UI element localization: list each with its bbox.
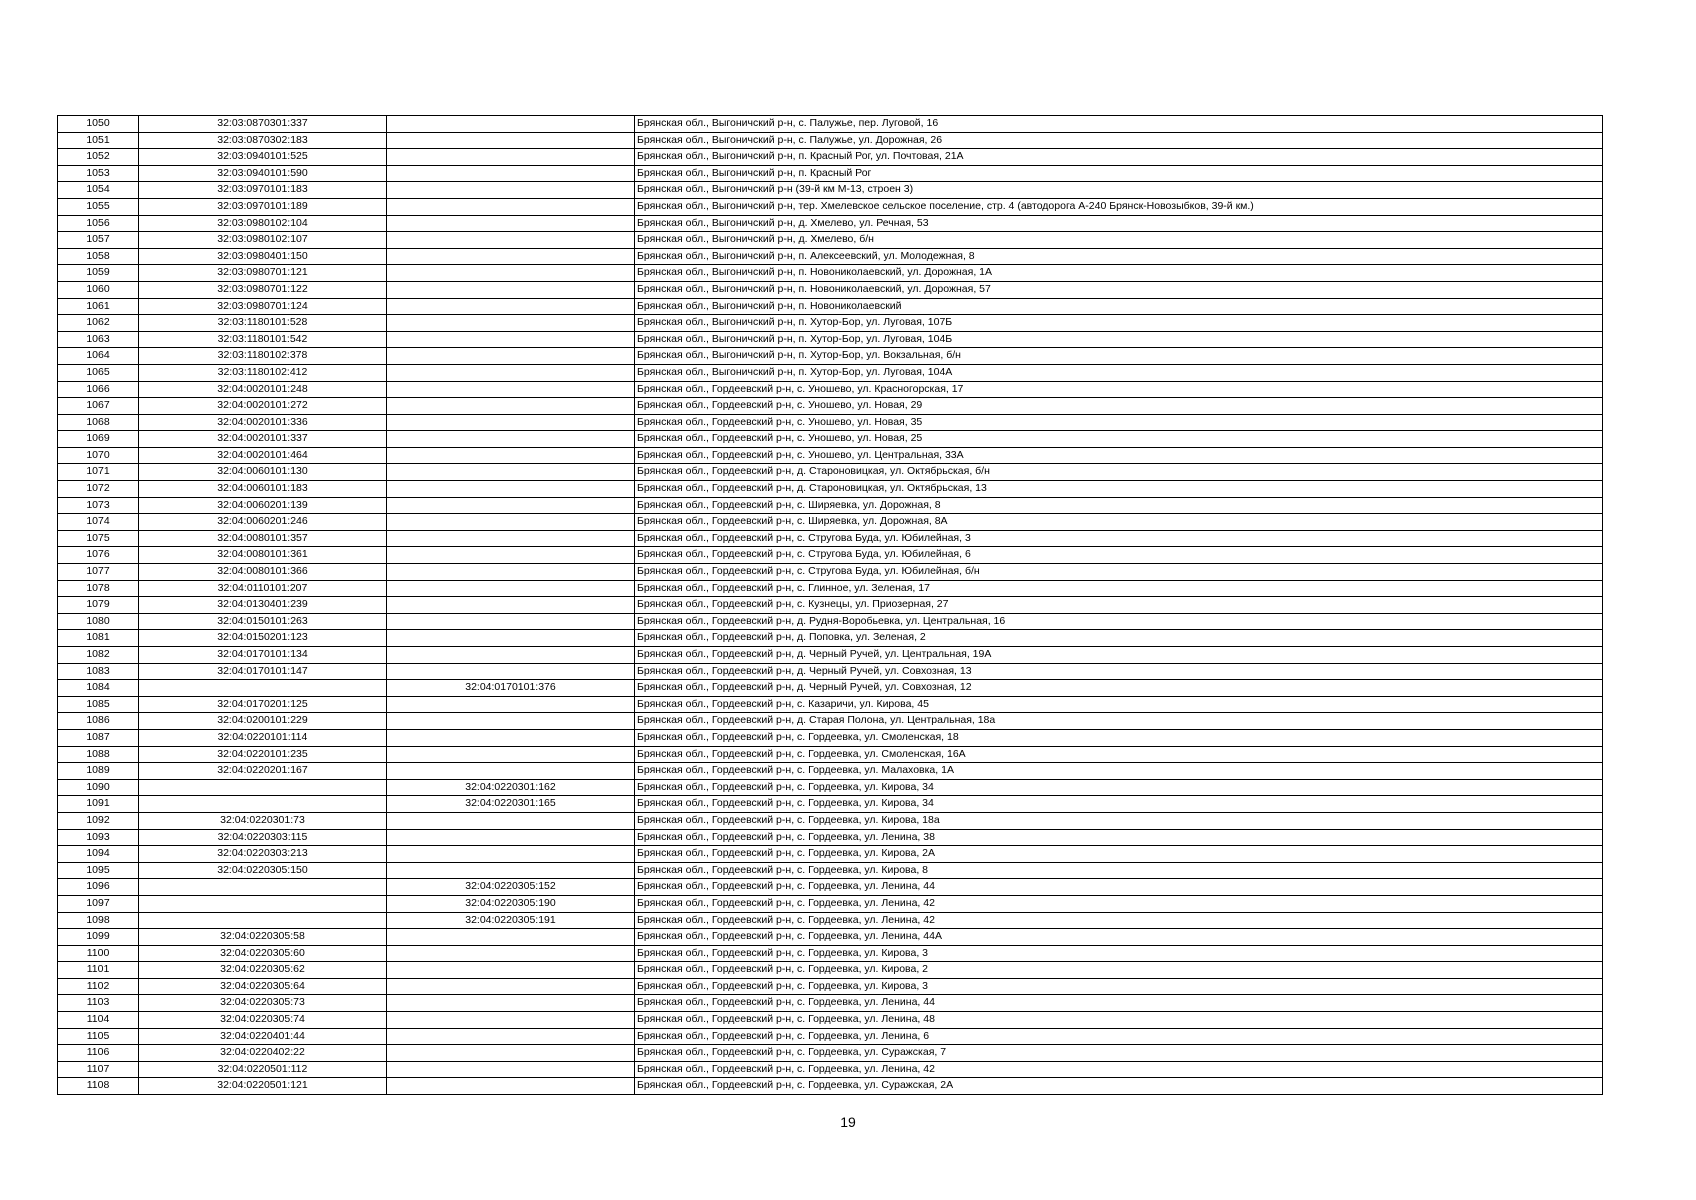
row-number-cell: 1090	[58, 779, 139, 796]
table-row	[58, 647, 1603, 664]
address-cell: Брянская обл., Выгоничский р-н, п. Новониколаевский	[635, 298, 1603, 315]
row-number-cell: 1068	[58, 414, 139, 431]
table-row	[58, 829, 1603, 846]
row-number-cell: 1078	[58, 580, 139, 597]
cadastral-number-cell: 32:03:1180102:378	[139, 348, 387, 365]
address-cell: Брянская обл., Гордеевский р-н, с. Гордеевка, ул. Кирова, 34	[635, 796, 1603, 813]
row-number-cell: 1107	[58, 1061, 139, 1078]
row-number-cell: 1057	[58, 232, 139, 249]
address-cell: Брянская обл., Выгоничский р-н, тер. Хмелевское сельское поселение, стр. 4 (автодорога А-240 Брянск-Новозыбков, 39-й км.)	[635, 198, 1603, 215]
cadastral-number-alt-cell	[387, 381, 635, 398]
cadastral-number-alt-cell	[387, 481, 635, 498]
row-number-cell: 1100	[58, 945, 139, 962]
table-row	[58, 779, 1603, 796]
cadastral-number-alt-cell	[387, 315, 635, 332]
cadastral-number-alt-cell: 32:04:0220305:191	[387, 912, 635, 929]
table-row	[58, 165, 1603, 182]
cadastral-number-alt-cell	[387, 116, 635, 133]
cadastral-number-alt-cell	[387, 530, 635, 547]
address-cell: Брянская обл., Гордеевский р-н, с. Гордеевка, ул. Кирова, 18а	[635, 812, 1603, 829]
address-cell: Брянская обл., Гордеевский р-н, с. Гордеевка, ул. Ленина, 6	[635, 1028, 1603, 1045]
cadastral-number-alt-cell	[387, 248, 635, 265]
cadastral-number-alt-cell	[387, 364, 635, 381]
cadastral-number-cell: 32:03:0980401:150	[139, 248, 387, 265]
cadastral-number-cell: 32:04:0150101:263	[139, 613, 387, 630]
cadastral-number-cell	[139, 779, 387, 796]
cadastral-number-alt-cell	[387, 597, 635, 614]
address-cell: Брянская обл., Гордеевский р-н, с. Гордеевка, ул. Ленина, 44	[635, 995, 1603, 1012]
cadastral-number-cell: 32:04:0060101:130	[139, 464, 387, 481]
cadastral-number-cell	[139, 879, 387, 896]
row-number-cell: 1062	[58, 315, 139, 332]
table-row	[58, 547, 1603, 564]
table-row	[58, 1012, 1603, 1029]
cadastral-number-alt-cell	[387, 580, 635, 597]
cadastral-number-cell: 32:03:0940101:590	[139, 165, 387, 182]
row-number-cell: 1092	[58, 812, 139, 829]
cadastral-number-cell: 32:04:0080101:357	[139, 530, 387, 547]
table-row	[58, 729, 1603, 746]
page-number: 19	[840, 1114, 856, 1130]
table-row	[58, 929, 1603, 946]
cadastral-number-alt-cell: 32:04:0220305:190	[387, 895, 635, 912]
cadastral-number-cell: 32:04:0020101:248	[139, 381, 387, 398]
cadastral-number-alt-cell	[387, 132, 635, 149]
address-cell: Брянская обл., Гордеевский р-н, с. Гордеевка, ул. Ленина, 38	[635, 829, 1603, 846]
cadastral-number-cell: 32:03:0980701:121	[139, 265, 387, 282]
address-cell: Брянская обл., Выгоничский р-н, п. Хутор-Бор, ул. Вокзальная, б/н	[635, 348, 1603, 365]
address-cell: Брянская обл., Гордеевский р-н, с. Казаричи, ул. Кирова, 45	[635, 696, 1603, 713]
cadastral-number-cell: 32:04:0020101:464	[139, 447, 387, 464]
address-cell: Брянская обл., Выгоничский р-н (39-й км М-13, строен 3)	[635, 182, 1603, 199]
table-row	[58, 995, 1603, 1012]
cadastral-number-cell: 32:04:0020101:272	[139, 398, 387, 415]
cadastral-number-cell: 32:04:0060101:183	[139, 481, 387, 498]
cadastral-number-cell: 32:04:0220402:22	[139, 1045, 387, 1062]
cadastral-number-cell: 32:03:0870302:183	[139, 132, 387, 149]
cadastral-number-cell: 32:04:0220305:150	[139, 862, 387, 879]
cadastral-number-cell: 32:03:0980102:104	[139, 215, 387, 232]
address-cell: Брянская обл., Гордеевский р-н, д. Черный Ручей, ул. Совхозная, 13	[635, 663, 1603, 680]
row-number-cell: 1069	[58, 431, 139, 448]
address-cell: Брянская обл., Гордеевский р-н, с. Стругова Буда, ул. Юбилейная, б/н	[635, 564, 1603, 581]
row-number-cell: 1102	[58, 978, 139, 995]
cadastral-number-cell: 32:04:0220305:64	[139, 978, 387, 995]
cadastral-number-alt-cell	[387, 165, 635, 182]
row-number-cell: 1074	[58, 514, 139, 531]
cadastral-number-alt-cell	[387, 464, 635, 481]
cadastral-number-alt-cell	[387, 1078, 635, 1095]
cadastral-number-cell: 32:04:0060201:139	[139, 497, 387, 514]
cadastral-number-alt-cell	[387, 846, 635, 863]
cadastral-number-cell	[139, 796, 387, 813]
table-row	[58, 630, 1603, 647]
row-number-cell: 1097	[58, 895, 139, 912]
row-number-cell: 1075	[58, 530, 139, 547]
table-row	[58, 1061, 1603, 1078]
address-cell: Брянская обл., Гордеевский р-н, с. Уношево, ул. Новая, 35	[635, 414, 1603, 431]
cadastral-number-alt-cell: 32:04:0170101:376	[387, 680, 635, 697]
cadastral-number-cell: 32:04:0020101:336	[139, 414, 387, 431]
table-row	[58, 564, 1603, 581]
cadastral-number-cell: 32:04:0080101:366	[139, 564, 387, 581]
cadastral-number-cell	[139, 912, 387, 929]
row-number-cell: 1108	[58, 1078, 139, 1095]
address-cell: Брянская обл., Гордеевский р-н, с. Уношево, ул. Центральная, 33А	[635, 447, 1603, 464]
cadastral-number-alt-cell	[387, 962, 635, 979]
cadastral-number-alt-cell	[387, 1028, 635, 1045]
cadastral-number-cell: 32:04:0220305:74	[139, 1012, 387, 1029]
table-row	[58, 464, 1603, 481]
table-row	[58, 414, 1603, 431]
table-row	[58, 895, 1603, 912]
address-cell: Брянская обл., Гордеевский р-н, с. Гордеевка, ул. Кирова, 34	[635, 779, 1603, 796]
address-cell: Брянская обл., Гордеевский р-н, с. Гордеевка, ул. Малаховка, 1А	[635, 763, 1603, 780]
address-cell: Брянская обл., Выгоничский р-н, п. Хутор-Бор, ул. Луговая, 104А	[635, 364, 1603, 381]
register-table-body	[58, 116, 1603, 1095]
table-row	[58, 530, 1603, 547]
cadastral-number-alt-cell	[387, 1012, 635, 1029]
address-cell: Брянская обл., Выгоничский р-н, с. Палужье, пер. Луговой, 16	[635, 116, 1603, 133]
cadastral-number-cell: 32:03:1180101:542	[139, 331, 387, 348]
cadastral-number-alt-cell	[387, 995, 635, 1012]
cadastral-number-alt-cell	[387, 945, 635, 962]
address-cell: Брянская обл., Выгоничский р-н, с. Палужье, ул. Дорожная, 26	[635, 132, 1603, 149]
row-number-cell: 1065	[58, 364, 139, 381]
cadastral-number-alt-cell: 32:04:0220301:165	[387, 796, 635, 813]
cadastral-number-alt-cell	[387, 978, 635, 995]
row-number-cell: 1105	[58, 1028, 139, 1045]
row-number-cell: 1089	[58, 763, 139, 780]
row-number-cell: 1103	[58, 995, 139, 1012]
table-row	[58, 812, 1603, 829]
cadastral-number-cell: 32:03:1180101:528	[139, 315, 387, 332]
row-number-cell: 1077	[58, 564, 139, 581]
cadastral-number-cell: 32:04:0220305:73	[139, 995, 387, 1012]
cadastral-number-cell: 32:04:0200101:229	[139, 713, 387, 730]
table-row	[58, 680, 1603, 697]
cadastral-number-cell: 32:04:0220305:58	[139, 929, 387, 946]
cadastral-number-cell: 32:04:0170101:134	[139, 647, 387, 664]
cadastral-number-cell: 32:03:0980102:107	[139, 232, 387, 249]
table-row	[58, 763, 1603, 780]
table-row	[58, 447, 1603, 464]
row-number-cell: 1061	[58, 298, 139, 315]
row-number-cell: 1082	[58, 647, 139, 664]
cadastral-number-alt-cell	[387, 613, 635, 630]
cadastral-number-cell: 32:03:1180102:412	[139, 364, 387, 381]
row-number-cell: 1106	[58, 1045, 139, 1062]
table-row	[58, 248, 1603, 265]
cadastral-number-cell: 32:04:0220101:114	[139, 729, 387, 746]
row-number-cell: 1081	[58, 630, 139, 647]
row-number-cell: 1067	[58, 398, 139, 415]
table-row	[58, 497, 1603, 514]
cadastral-number-alt-cell	[387, 696, 635, 713]
table-row	[58, 1078, 1603, 1095]
address-cell: Брянская обл., Гордеевский р-н, с. Гордеевка, ул. Смоленская, 18	[635, 729, 1603, 746]
table-row	[58, 381, 1603, 398]
address-cell: Брянская обл., Выгоничский р-н, п. Красный Рог	[635, 165, 1603, 182]
cadastral-number-alt-cell	[387, 729, 635, 746]
cadastral-number-alt-cell	[387, 1061, 635, 1078]
table-row	[58, 348, 1603, 365]
row-number-cell: 1059	[58, 265, 139, 282]
row-number-cell: 1088	[58, 746, 139, 763]
cadastral-number-cell: 32:04:0150201:123	[139, 630, 387, 647]
address-cell: Брянская обл., Гордеевский р-н, с. Гордеевка, ул. Ленина, 42	[635, 912, 1603, 929]
row-number-cell: 1054	[58, 182, 139, 199]
register-table	[57, 115, 1603, 1095]
address-cell: Брянская обл., Гордеевский р-н, с. Гордеевка, ул. Кирова, 2	[635, 962, 1603, 979]
cadastral-number-cell: 32:04:0220301:73	[139, 812, 387, 829]
row-number-cell: 1095	[58, 862, 139, 879]
row-number-cell: 1104	[58, 1012, 139, 1029]
cadastral-number-alt-cell	[387, 1045, 635, 1062]
cadastral-number-cell: 32:04:0220401:44	[139, 1028, 387, 1045]
row-number-cell: 1066	[58, 381, 139, 398]
table-row	[58, 613, 1603, 630]
table-row	[58, 315, 1603, 332]
table-row	[58, 862, 1603, 879]
cadastral-number-alt-cell	[387, 564, 635, 581]
table-row	[58, 514, 1603, 531]
address-cell: Брянская обл., Гордеевский р-н, с. Гордеевка, ул. Кирова, 3	[635, 978, 1603, 995]
row-number-cell: 1076	[58, 547, 139, 564]
cadastral-number-alt-cell: 32:04:0220305:152	[387, 879, 635, 896]
row-number-cell: 1060	[58, 281, 139, 298]
address-cell: Брянская обл., Гордеевский р-н, д. Старая Полона, ул. Центральная, 18а	[635, 713, 1603, 730]
address-cell: Брянская обл., Выгоничский р-н, д. Хмелево, б/н	[635, 232, 1603, 249]
table-row	[58, 912, 1603, 929]
cadastral-number-cell: 32:03:0970101:189	[139, 198, 387, 215]
table-row	[58, 1028, 1603, 1045]
table-row	[58, 364, 1603, 381]
cadastral-number-alt-cell	[387, 298, 635, 315]
cadastral-number-alt-cell	[387, 862, 635, 879]
table-row	[58, 879, 1603, 896]
cadastral-number-cell: 32:04:0220305:62	[139, 962, 387, 979]
table-row	[58, 331, 1603, 348]
cadastral-number-alt-cell	[387, 182, 635, 199]
cadastral-number-cell: 32:04:0110101:207	[139, 580, 387, 597]
address-cell: Брянская обл., Гордеевский р-н, д. Староновицкая, ул. Октябрьская, б/н	[635, 464, 1603, 481]
cadastral-number-alt-cell	[387, 647, 635, 664]
cadastral-number-alt-cell	[387, 431, 635, 448]
address-cell: Брянская обл., Гордеевский р-н, с. Гордеевка, ул. Ленина, 44	[635, 879, 1603, 896]
address-cell: Брянская обл., Гордеевский р-н, с. Гордеевка, ул. Кирова, 2А	[635, 846, 1603, 863]
row-number-cell: 1091	[58, 796, 139, 813]
address-cell: Брянская обл., Гордеевский р-н, с. Кузнецы, ул. Приозерная, 27	[635, 597, 1603, 614]
row-number-cell: 1094	[58, 846, 139, 863]
row-number-cell: 1072	[58, 481, 139, 498]
address-cell: Брянская обл., Гордеевский р-н, д. Поповка, ул. Зеленая, 2	[635, 630, 1603, 647]
row-number-cell: 1096	[58, 879, 139, 896]
cadastral-number-alt-cell	[387, 447, 635, 464]
row-number-cell: 1086	[58, 713, 139, 730]
address-cell: Брянская обл., Гордеевский р-н, с. Гордеевка, ул. Кирова, 8	[635, 862, 1603, 879]
cadastral-number-alt-cell	[387, 331, 635, 348]
cadastral-number-cell: 32:03:0980701:122	[139, 281, 387, 298]
table-row	[58, 182, 1603, 199]
cadastral-number-cell: 32:04:0220501:121	[139, 1078, 387, 1095]
row-number-cell: 1093	[58, 829, 139, 846]
row-number-cell: 1058	[58, 248, 139, 265]
row-number-cell: 1098	[58, 912, 139, 929]
cadastral-number-alt-cell	[387, 547, 635, 564]
table-row	[58, 198, 1603, 215]
cadastral-number-alt-cell	[387, 198, 635, 215]
address-cell: Брянская обл., Выгоничский р-н, п. Новониколаевский, ул. Дорожная, 57	[635, 281, 1603, 298]
address-cell: Брянская обл., Гордеевский р-н, д. Черный Ручей, ул. Совхозная, 12	[635, 680, 1603, 697]
address-cell: Брянская обл., Гордеевский р-н, с. Уношево, ул. Красногорская, 17	[635, 381, 1603, 398]
table-row	[58, 597, 1603, 614]
row-number-cell: 1099	[58, 929, 139, 946]
address-cell: Брянская обл., Гордеевский р-н, с. Уношево, ул. Новая, 25	[635, 431, 1603, 448]
table-row	[58, 713, 1603, 730]
address-cell: Брянская обл., Гордеевский р-н, с. Гордеевка, ул. Ленина, 42	[635, 1061, 1603, 1078]
cadastral-number-cell: 32:03:0980701:124	[139, 298, 387, 315]
cadastral-number-cell: 32:04:0080101:361	[139, 547, 387, 564]
row-number-cell: 1083	[58, 663, 139, 680]
address-cell: Брянская обл., Гордеевский р-н, с. Гордеевка, ул. Суражская, 7	[635, 1045, 1603, 1062]
cadastral-number-alt-cell	[387, 630, 635, 647]
address-cell: Брянская обл., Гордеевский р-н, с. Ширяевка, ул. Дорожная, 8А	[635, 514, 1603, 531]
row-number-cell: 1052	[58, 149, 139, 166]
table-row	[58, 132, 1603, 149]
table-row	[58, 663, 1603, 680]
cadastral-number-alt-cell	[387, 497, 635, 514]
cadastral-number-cell: 32:03:0970101:183	[139, 182, 387, 199]
row-number-cell: 1055	[58, 198, 139, 215]
cadastral-number-cell: 32:04:0220101:235	[139, 746, 387, 763]
cadastral-number-alt-cell	[387, 713, 635, 730]
table-row	[58, 281, 1603, 298]
address-cell: Брянская обл., Гордеевский р-н, с. Глинное, ул. Зеленая, 17	[635, 580, 1603, 597]
table-row	[58, 116, 1603, 133]
address-cell: Брянская обл., Гордеевский р-н, с. Гордеевка, ул. Ленина, 44А	[635, 929, 1603, 946]
row-number-cell: 1080	[58, 613, 139, 630]
table-row	[58, 962, 1603, 979]
cadastral-number-alt-cell	[387, 232, 635, 249]
cadastral-number-cell: 32:04:0220201:167	[139, 763, 387, 780]
cadastral-number-cell: 32:04:0220303:115	[139, 829, 387, 846]
table-row	[58, 696, 1603, 713]
cadastral-number-cell	[139, 680, 387, 697]
cadastral-number-alt-cell	[387, 663, 635, 680]
address-cell: Брянская обл., Гордеевский р-н, с. Гордеевка, ул. Ленина, 48	[635, 1012, 1603, 1029]
address-cell: Брянская обл., Гордеевский р-н, с. Гордеевка, ул. Суражская, 2А	[635, 1078, 1603, 1095]
cadastral-number-alt-cell	[387, 829, 635, 846]
address-cell: Брянская обл., Выгоничский р-н, п. Хутор-Бор, ул. Луговая, 104Б	[635, 331, 1603, 348]
address-cell: Брянская обл., Гордеевский р-н, с. Стругова Буда, ул. Юбилейная, 3	[635, 530, 1603, 547]
row-number-cell: 1073	[58, 497, 139, 514]
cadastral-number-alt-cell	[387, 763, 635, 780]
row-number-cell: 1064	[58, 348, 139, 365]
cadastral-number-alt-cell	[387, 215, 635, 232]
row-number-cell: 1079	[58, 597, 139, 614]
address-cell: Брянская обл., Гордеевский р-н, с. Гордеевка, ул. Смоленская, 16А	[635, 746, 1603, 763]
row-number-cell: 1050	[58, 116, 139, 133]
row-number-cell: 1071	[58, 464, 139, 481]
cadastral-number-cell: 32:03:0870301:337	[139, 116, 387, 133]
table-row	[58, 846, 1603, 863]
cadastral-number-cell: 32:04:0220303:213	[139, 846, 387, 863]
row-number-cell: 1051	[58, 132, 139, 149]
address-cell: Брянская обл., Выгоничский р-н, п. Новониколаевский, ул. Дорожная, 1А	[635, 265, 1603, 282]
address-cell: Брянская обл., Выгоничский р-н, д. Хмелево, ул. Речная, 53	[635, 215, 1603, 232]
cadastral-number-alt-cell	[387, 514, 635, 531]
table-row	[58, 149, 1603, 166]
row-number-cell: 1053	[58, 165, 139, 182]
table-row	[58, 298, 1603, 315]
table-row	[58, 746, 1603, 763]
table-row	[58, 945, 1603, 962]
cadastral-number-alt-cell	[387, 149, 635, 166]
cadastral-number-alt-cell	[387, 812, 635, 829]
cadastral-number-alt-cell: 32:04:0220301:162	[387, 779, 635, 796]
address-cell: Брянская обл., Выгоничский р-н, п. Красный Рог, ул. Почтовая, 21А	[635, 149, 1603, 166]
row-number-cell: 1070	[58, 447, 139, 464]
table-row	[58, 481, 1603, 498]
cadastral-number-alt-cell	[387, 398, 635, 415]
row-number-cell: 1063	[58, 331, 139, 348]
table-row	[58, 1045, 1603, 1062]
address-cell: Брянская обл., Гордеевский р-н, с. Стругова Буда, ул. Юбилейная, 6	[635, 547, 1603, 564]
cadastral-number-cell	[139, 895, 387, 912]
row-number-cell: 1087	[58, 729, 139, 746]
cadastral-number-cell: 32:04:0220305:60	[139, 945, 387, 962]
cadastral-number-cell: 32:04:0220501:112	[139, 1061, 387, 1078]
cadastral-number-alt-cell	[387, 746, 635, 763]
address-cell: Брянская обл., Гордеевский р-н, д. Староновицкая, ул. Октябрьская, 13	[635, 481, 1603, 498]
cadastral-number-alt-cell	[387, 414, 635, 431]
address-cell: Брянская обл., Гордеевский р-н, с. Гордеевка, ул. Ленина, 42	[635, 895, 1603, 912]
cadastral-number-alt-cell	[387, 281, 635, 298]
cadastral-number-alt-cell	[387, 348, 635, 365]
address-cell: Брянская обл., Гордеевский р-н, с. Ширяевка, ул. Дорожная, 8	[635, 497, 1603, 514]
address-cell: Брянская обл., Гордеевский р-н, д. Рудня-Воробьевка, ул. Центральная, 16	[635, 613, 1603, 630]
cadastral-number-cell: 32:04:0020101:337	[139, 431, 387, 448]
cadastral-number-cell: 32:04:0060201:246	[139, 514, 387, 531]
table-row	[58, 265, 1603, 282]
cadastral-number-cell: 32:04:0170201:125	[139, 696, 387, 713]
address-cell: Брянская обл., Гордеевский р-н, с. Гордеевка, ул. Кирова, 3	[635, 945, 1603, 962]
row-number-cell: 1056	[58, 215, 139, 232]
cadastral-number-cell: 32:04:0170101:147	[139, 663, 387, 680]
table-row	[58, 398, 1603, 415]
row-number-cell: 1085	[58, 696, 139, 713]
table-row	[58, 978, 1603, 995]
address-cell: Брянская обл., Выгоничский р-н, п. Хутор-Бор, ул. Луговая, 107Б	[635, 315, 1603, 332]
address-cell: Брянская обл., Гордеевский р-н, д. Черный Ручей, ул. Центральная, 19А	[635, 647, 1603, 664]
table-row	[58, 232, 1603, 249]
cadastral-number-alt-cell	[387, 265, 635, 282]
cadastral-number-cell: 32:03:0940101:525	[139, 149, 387, 166]
cadastral-number-cell: 32:04:0130401:239	[139, 597, 387, 614]
table-row	[58, 215, 1603, 232]
row-number-cell: 1101	[58, 962, 139, 979]
table-row	[58, 580, 1603, 597]
cadastral-number-alt-cell	[387, 929, 635, 946]
address-cell: Брянская обл., Гордеевский р-н, с. Уношево, ул. Новая, 29	[635, 398, 1603, 415]
table-row	[58, 431, 1603, 448]
row-number-cell: 1084	[58, 680, 139, 697]
address-cell: Брянская обл., Выгоничский р-н, п. Алексеевский, ул. Молодежная, 8	[635, 248, 1603, 265]
table-row	[58, 796, 1603, 813]
